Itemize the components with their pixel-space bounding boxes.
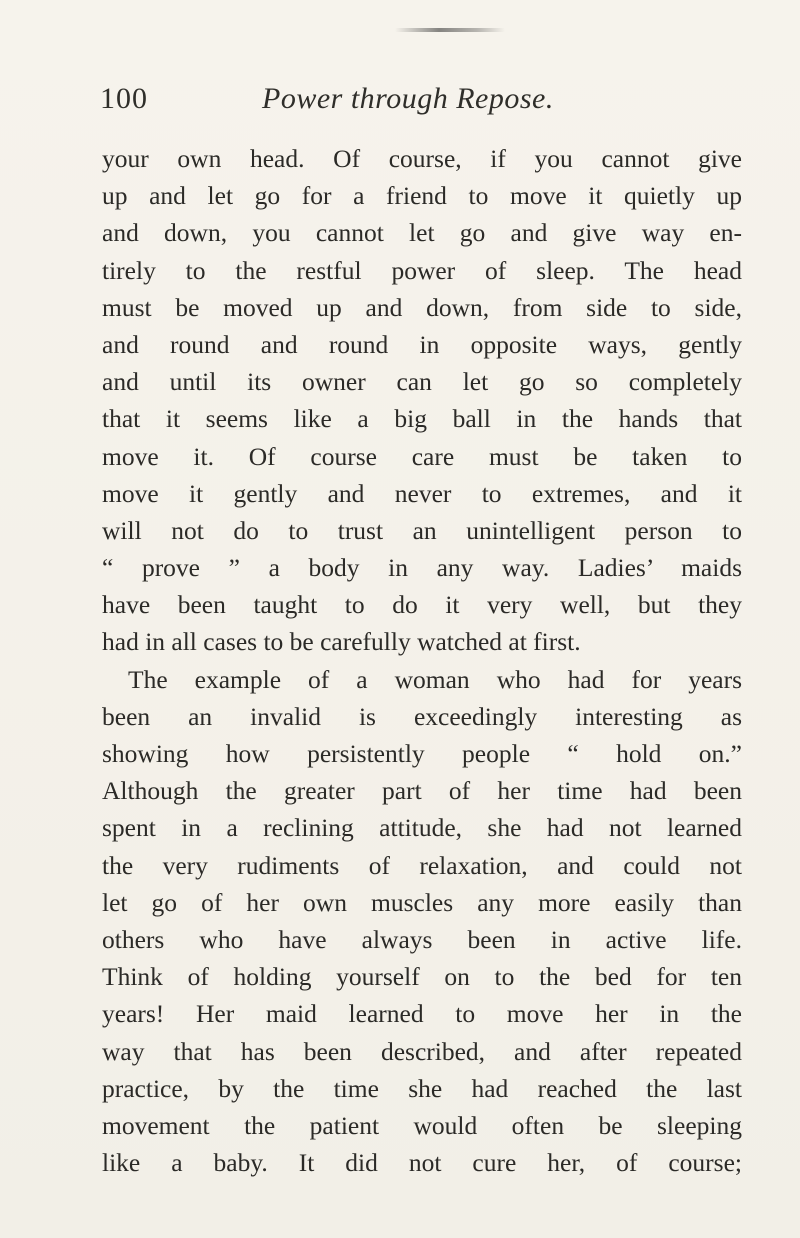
- running-head: [100, 82, 740, 122]
- text-line: others who have always been in active life.: [102, 924, 742, 954]
- text-line: and until its owner can let go so completely: [102, 367, 742, 397]
- text-line: have been taught to do it very well, but they: [102, 590, 742, 620]
- top-rule-mark: [395, 28, 505, 32]
- text-line: and down, you cannot let go and give way en-: [102, 218, 742, 248]
- text-line: “ prove ” a body in any way. Ladies’ maids: [102, 553, 742, 583]
- text-line: Think of holding yourself on to the bed for ten: [102, 962, 742, 992]
- text-line: spent in a reclining attitude, she had not learned: [102, 813, 742, 843]
- text-line: up and let go for a friend to move it quietly up: [102, 181, 742, 211]
- body-text: [102, 140, 742, 1181]
- text-line: move it. Of course care must be taken to: [102, 441, 742, 471]
- text-line: movement the patient would often be sleeping: [102, 1110, 742, 1140]
- text-line: been an invalid is exceedingly interesting as: [102, 701, 742, 731]
- text-line: must be moved up and down, from side to side,: [102, 292, 742, 322]
- text-line: move it gently and never to extremes, and it: [102, 478, 742, 508]
- text-line: showing how persistently people “ hold on.”: [102, 739, 742, 768]
- text-line: had in all cases to be carefully watched at first.: [102, 627, 581, 657]
- text-line: that it seems like a big ball in the hands that: [102, 404, 742, 434]
- text-line: let go of her own muscles any more easily than: [102, 887, 742, 917]
- text-line: the very rudiments of relaxation, and could not: [102, 850, 742, 880]
- text-line: way that has been described, and after repeated: [102, 1036, 742, 1066]
- running-head-title: Power through Repose.: [262, 82, 554, 115]
- text-line: tirely to the restful power of sleep. The head: [102, 255, 742, 285]
- text-line: and round and round in opposite ways, gently: [102, 329, 742, 359]
- text-line: years! Her maid learned to move her in the: [102, 999, 742, 1029]
- text-line: The example of a woman who had for years: [128, 664, 742, 694]
- text-line: practice, by the time she had reached the last: [102, 1073, 742, 1103]
- text-line: your own head. Of course, if you cannot give: [102, 144, 742, 173]
- text-line: Although the greater part of her time had been: [102, 776, 742, 806]
- text-line: will not do to trust an unintelligent person to: [102, 515, 742, 545]
- text-line: like a baby. It did not cure her, of course;: [102, 1148, 742, 1178]
- page-number: 100: [100, 82, 148, 115]
